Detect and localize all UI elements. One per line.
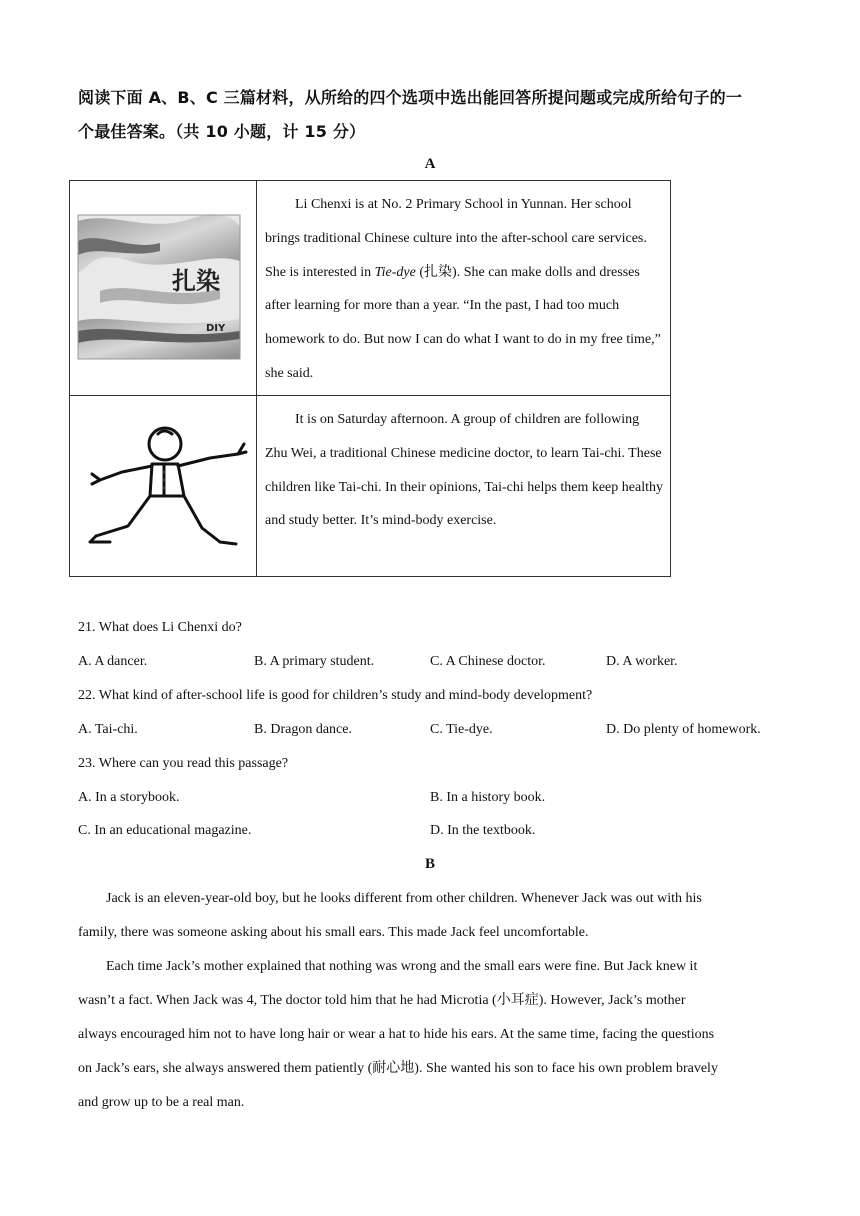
question-22: 22. What kind of after-school life is good for children’s study and mind-body development? xyxy=(78,688,593,703)
material-table xyxy=(69,180,671,577)
tai-chi-image-cell xyxy=(70,396,257,577)
instruction-line-1: 阅读下面 A、B、C 三篇材料，从所给的四个选项中选出能回答所提问题或完成所给句子的一 xyxy=(78,88,743,107)
option-21-c[interactable]: C. A Chinese doctor. xyxy=(430,654,546,669)
option-21-b[interactable]: B. A primary student. xyxy=(254,654,375,669)
option-22-d[interactable]: D. Do plenty of homework. xyxy=(606,722,761,737)
tie-dye-image-cell xyxy=(70,181,257,396)
passage-tie-dye-cell xyxy=(257,181,671,396)
passage-b-paragraph-2: Each time Jack’s mother explained that nothing was wrong and the small ears were fine. But Jack knew it wasn’t a fact. When Jack was 4, The doctor told him that he had Microtia (小耳症). However, Jack’s mother always encouraged him not to have long hair or wear a hat to hide his ears. At the same time, facing the questions on Jack’s ears, she always answered them patiently (耐心地). She wanted his son to face his own problem bravely and grow up to be a real man. xyxy=(78,959,718,1110)
tie-dye-title-text: 扎染 xyxy=(172,267,220,295)
option-21-a[interactable]: A. A dancer. xyxy=(78,654,148,669)
option-23-a[interactable]: A. In a storybook. xyxy=(78,790,180,805)
passage-tai-chi: It is on Saturday afternoon. A group of children are following Zhu Wei, a traditional Chinese medicine doctor, to learn Tai-chi. These children like Tai-chi. In their opinions, Tai-chi helps them keep healthy and study better. It’s mind-body exercise. xyxy=(265,412,663,529)
option-23-b[interactable]: B. In a history book. xyxy=(430,790,546,805)
tie-dye-diy-text: DIY xyxy=(206,323,226,334)
question-23: 23. Where can you read this passage? xyxy=(78,756,289,771)
option-22-a[interactable]: A. Tai-chi. xyxy=(78,722,138,737)
passage-tai-chi-cell xyxy=(257,396,671,577)
option-23-c[interactable]: C. In an educational magazine. xyxy=(78,823,252,838)
section-a-title: A xyxy=(424,156,436,172)
passage-b-paragraph-1: Jack is an eleven-year-old boy, but he looks different from other children. Whenever Jack was out with his family, there was someone asking about his small ears. This made Jack feel uncomfortable. xyxy=(78,891,702,940)
instruction-line-2: 个最佳答案。（共 10 小题，计 15 分） xyxy=(78,122,366,141)
option-21-d[interactable]: D. A worker. xyxy=(606,654,678,669)
tai-chi-figure-icon xyxy=(70,396,256,576)
option-23-d[interactable]: D. In the textbook. xyxy=(430,823,536,838)
question-21: 21. What does Li Chenxi do? xyxy=(78,620,242,635)
passage-tie-dye: Li Chenxi is at No. 2 Primary School in Yunnan. Her school brings traditional Chinese culture into the after-school care services. She is interested in Tie-dye (扎染). She can make dolls and dresses after learning for more than a year. “In the past, I had too much homework to do. But now I can do what I want to do in my free time,” she said. xyxy=(265,197,661,381)
option-22-b[interactable]: B. Dragon dance. xyxy=(254,722,352,737)
section-b-title: B xyxy=(424,856,435,872)
tie-dye-image xyxy=(70,181,256,395)
option-22-c[interactable]: C. Tie-dye. xyxy=(430,722,493,737)
